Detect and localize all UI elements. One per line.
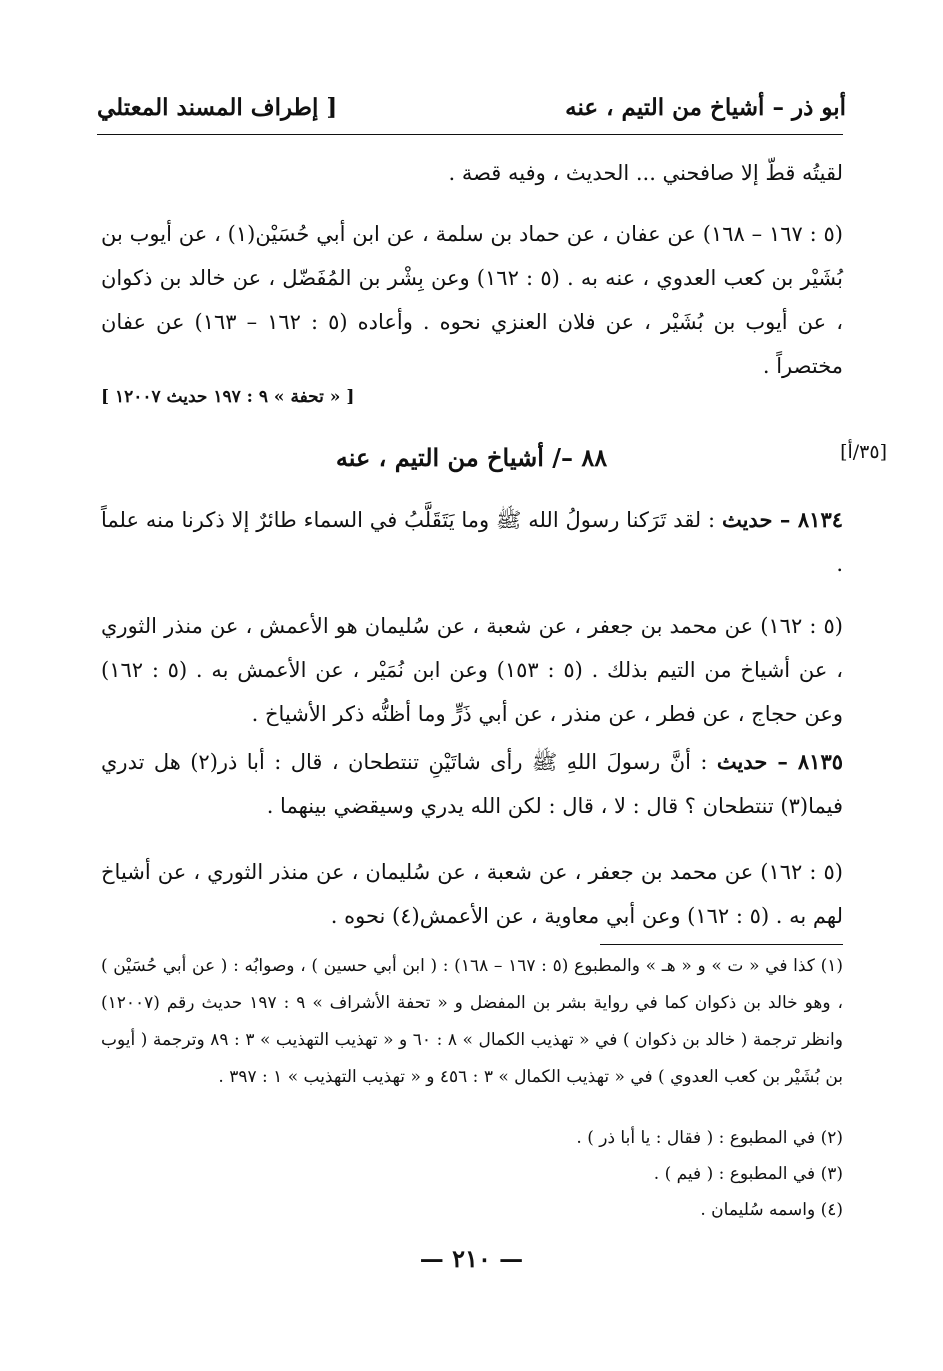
- footnote-3: (٣) في المطبوع : ( فيم ) .: [653, 1164, 843, 1184]
- paragraph-isnad-2: (٥ : ١٦٢) عن محمد بن جعفر ، عن شعبة ، عن سُليمان هو الأعمش ، عن منذر الثوري ، عن أشياخ من التيم بذلك . (٥ : ١٥٣) وعن ابن نُمَيْر ، عن الأعمش به . (٥ : ١٦٢) وعن حجاج ، عن فطر ، عن منذر ، عن أبي ذَرٍّ وما أظنُّه ذكر الأشياخ .: [101, 614, 843, 726]
- hadith-number: ٨١٣٥ – حديث: [716, 749, 844, 774]
- chapter-title: ٨٨ –/ أشياخ من التيم ، عنه: [335, 443, 608, 472]
- paragraph-isnad-3: (٥ : ١٦٢) عن محمد بن جعفر ، عن شعبة ، عن سُليمان ، عن منذر الثوري ، عن أشياخ لهم به . (٥ : ١٦٢) وعن أبي معاوية ، عن الأعمش(٤) نحوه .: [101, 860, 843, 928]
- tuhfa-reference: [ « تحفة » ٩ : ١٩٧ حديث ١٢٠٠٧ ]: [101, 387, 355, 407]
- paragraph-isnad-1: (٥ : ١٦٧ – ١٦٨) عن عفان ، عن حماد بن سلمة ، عن ابن أبي حُسَيْن(١) ، عن أيوب بن بُشَيْر بن كعب العدوي ، عنه به . (٥ : ١٦٢) وعن بِشْر بن المُفَضّل ، عن خالد بن ذكوان ، عن أيوب بن بُشَيْر ، عن فلان العنزي نحوه . وأعاده (٥ : ١٦٢ – ١٦٣) عن عفان مختصراً .: [101, 222, 843, 378]
- hadith-8135: [101, 740, 843, 828]
- page-number: — ٢١٠ —: [419, 1244, 524, 1273]
- hadith-text: : لقد تَرَكنا رسولُ الله ﷺ وما يَتَقَلَّبُ في السماء طائرٌ إلا ذكرنا منه علماً .: [101, 508, 843, 576]
- running-header-book: [ إطراف المسند المعتلي: [97, 94, 338, 121]
- paragraph-continuation: لقيتُه قطّ إلا صافحني ... الحديث ، وفيه قصة .: [448, 161, 843, 185]
- manuscript-folio-mark: [٣٥/أ]: [840, 441, 887, 463]
- header-rule: [97, 134, 843, 135]
- footnote-1: (١) كذا في « ت » و « هـ » والمطبوع (٥ : ١٦٧ – ١٦٨) : ( ابن أبي حسين ) ، وصوابُه : ( عن أبي حُسَيْن ) ، وهو خالد بن ذكوان كما في رواية بشر بن المفضل و « تحفة الأشراف » ٩ : ١٩٧ حديث رقم (١٢٠٠٧) وانظر ترجمة ( خالد بن ذكوان ) في « تهذيب الكمال » ٨ : ٦٠ و « تهذيب التهذيب » ٣ : ٨٩ وترجمة ( أيوب بن بُشَيْر بن كعب العدوي ) في « تهذيب الكمال » ٣ : ٤٥٦ و « تهذيب التهذيب » ١ : ٣٩٧ .: [101, 956, 844, 1087]
- footnote-rule: [600, 944, 843, 945]
- footnote-2: (٢) في المطبوع : ( فقال : يا أبا ذر ) .: [576, 1128, 843, 1148]
- hadith-text: : أنَّ رسولَ اللهِ ﷺ رأى شاتَيْنِ تنتطحان ، قال : أبا ذر(٢) هل تدري فيما(٣) تنتطحان ؟ قال : لا ، قال : لكن الله يدري وسيقضي بينهما .: [101, 750, 843, 818]
- footnote-4: (٤) واسمه سُليمان .: [700, 1200, 843, 1220]
- hadith-8134: [101, 498, 843, 586]
- running-header-title: أبو ذر – أشياخ من التيم ، عنه: [565, 94, 846, 121]
- hadith-number: ٨١٣٤ – حديث: [721, 507, 844, 532]
